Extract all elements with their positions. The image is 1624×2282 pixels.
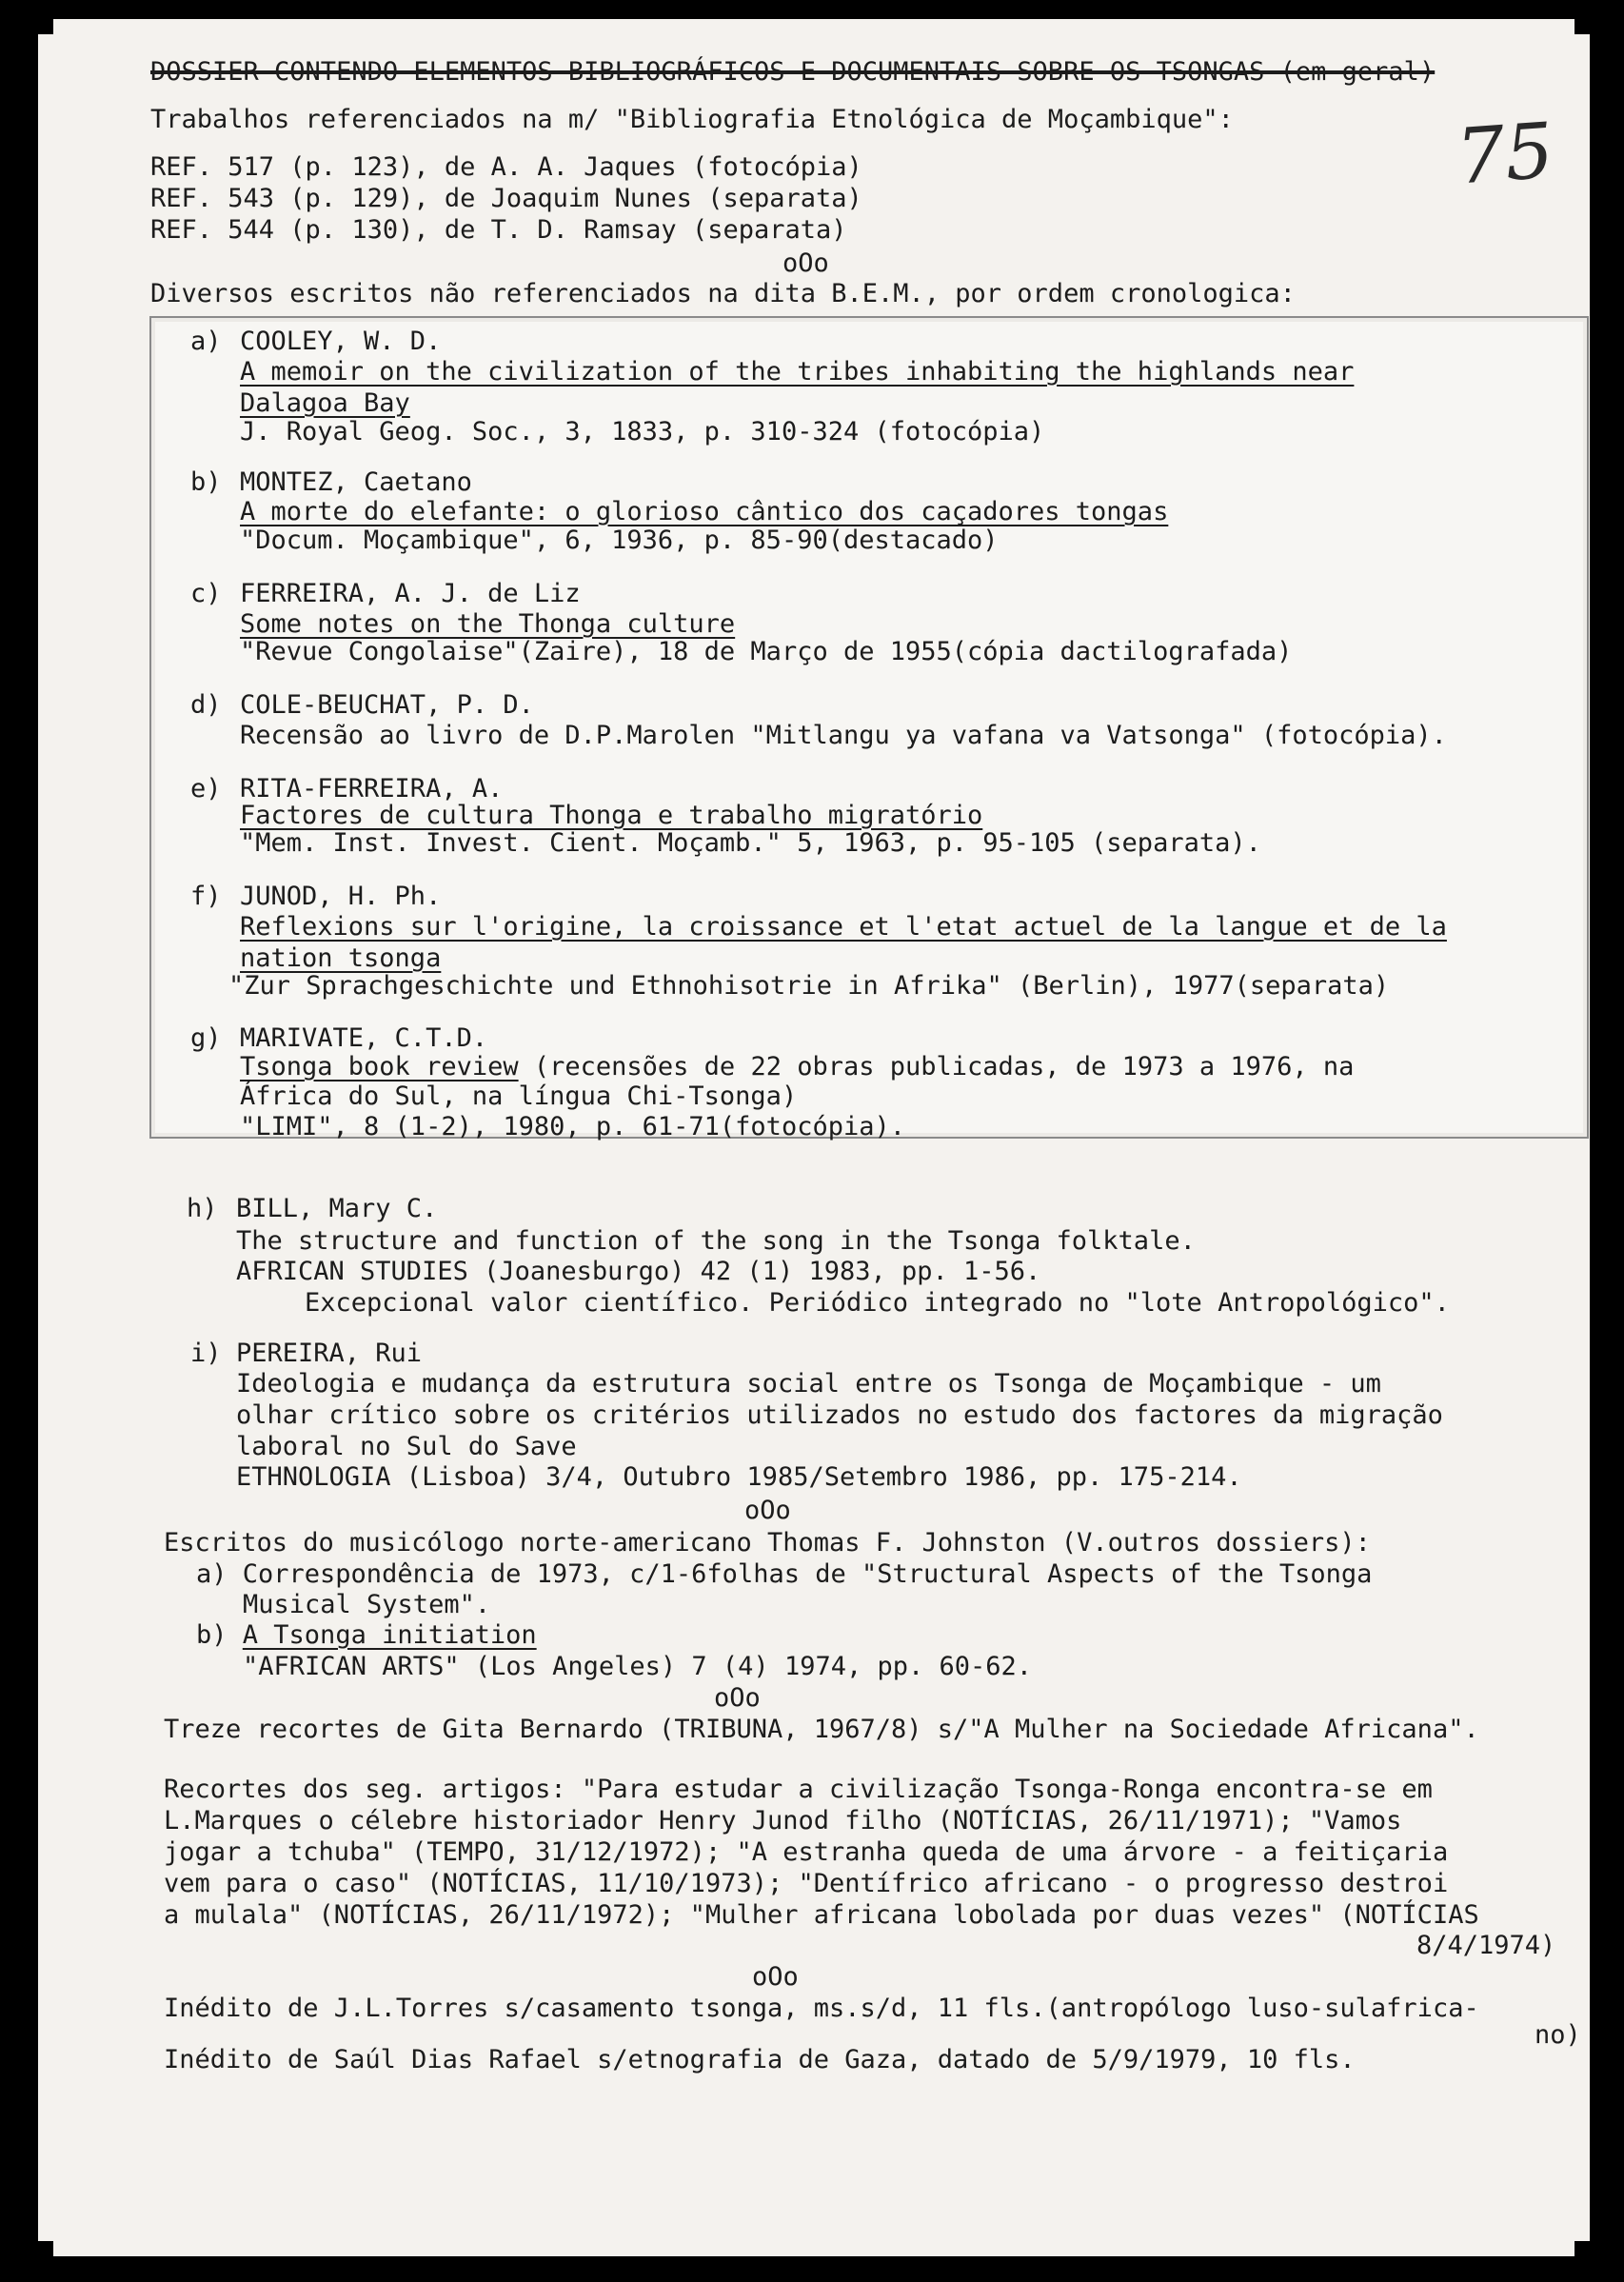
inedito-line: no) [1535, 2020, 1581, 2050]
entry-letter: g) [190, 1023, 222, 1053]
entry-source: "Zur Sprachgeschichte und Ethnohisotrie in Afrika" (Berlin), 1977(separata) [228, 971, 1390, 1001]
entry-letter: f) [190, 882, 222, 911]
entry-title: A memoir on the civilization of the tribes inhabiting the highlands near [240, 357, 1355, 387]
entry-note: Excepcional valor científico. Periódico integrado no "lote Antropológico". [305, 1288, 1450, 1318]
ref-line: REF. 543 (p. 129), de Joaquim Nunes (separata) [150, 184, 862, 213]
entry-source: "LIMI", 8 (1-2), 1980, p. 61-71(fotocópia). [240, 1112, 905, 1141]
entry-note: África do Sul, na língua Chi-Tsonga) [240, 1081, 798, 1111]
entry-author: MONTEZ, Caetano [240, 467, 472, 497]
entry-author: JUNOD, H. Ph. [240, 882, 442, 911]
entry-source: "Mem. Inst. Invest. Cient. Moçamb." 5, 1963, p. 95-105 (separata). [240, 828, 1261, 858]
separator: oOo [782, 248, 829, 278]
johnston-item: Musical System". [243, 1590, 491, 1619]
intro-not-referenced: Diversos escritos não referenciados na dita B.E.M., por ordem cronologica: [150, 279, 1296, 308]
recortes-line: 8/4/1974) [1416, 1931, 1556, 1960]
recortes-line: vem para o caso" (NOTÍCIAS, 11/10/1973); "Dentífrico africano - o progresso destroi [164, 1869, 1449, 1898]
corner-mark [1574, 2241, 1590, 2256]
separator: oOo [744, 1496, 791, 1525]
separator: oOo [714, 1683, 761, 1713]
johnston-item: a) Correspondência de 1973, c/1-6folhas de "Structural Aspects of the Tsonga [196, 1559, 1373, 1589]
entry-author: PEREIRA, Rui [236, 1339, 423, 1368]
entry-title: olhar crítico sobre os critérios utilizados no estudo dos factores da migração [236, 1400, 1443, 1430]
entry-author: COOLEY, W. D. [240, 327, 442, 356]
entry-letter: c) [190, 579, 222, 608]
entry-title: A morte do elefante: o glorioso cântico dos caçadores tongas [240, 497, 1169, 526]
entry-source: ETHNOLOGIA (Lisboa) 3/4, Outubro 1985/Setembro 1986, pp. 175-214. [236, 1462, 1242, 1492]
entry-author: BILL, Mary C. [236, 1194, 438, 1223]
entry-letter: e) [190, 774, 222, 804]
entry-author: FERREIRA, A. J. de Liz [240, 579, 581, 608]
entry-author: RITA-FERREIRA, A. [240, 774, 504, 804]
handwritten-page-number: 75 [1453, 106, 1556, 202]
entry-title: Reflexions sur l'origine, la croissance et l'etat actuel de la langue et de la [240, 912, 1447, 942]
johnston-intro: Escritos do musicólogo norte-americano Thomas F. Johnston (V.outros dossiers): [164, 1528, 1371, 1558]
recortes-line: L.Marques o célebre historiador Henry Junod filho (NOTÍCIAS, 26/11/1971); "Vamos [164, 1806, 1402, 1836]
corner-mark [38, 19, 53, 34]
entry-letter: b) [190, 467, 222, 497]
recortes-line: a mulala" (NOTÍCIAS, 26/11/1972); "Mulher africana lobolada por duas vezes" (NOTÍCIAS [164, 1900, 1479, 1930]
entry-title: A Tsonga initiation [242, 1620, 537, 1650]
inedito-line: Inédito de Saúl Dias Rafael s/etnografia de Gaza, datado de 5/9/1979, 10 fls. [164, 2045, 1356, 2074]
entry-source: "AFRICAN ARTS" (Los Angeles) 7 (4) 1974, pp. 60-62. [243, 1652, 1033, 1681]
johnston-item [196, 1622, 537, 1648]
corner-mark [1574, 19, 1590, 34]
entry-title: Ideologia e mudança da estrutura social entre os Tsonga de Moçambique - um [236, 1369, 1381, 1399]
treze-recortes: Treze recortes de Gita Bernardo (TRIBUNA, 1967/8) s/"A Mulher na Sociedade Africana". [164, 1715, 1479, 1744]
entry-letter: a) [190, 327, 222, 356]
entry-title: Factores de cultura Thonga e trabalho migratório [240, 801, 983, 830]
entry-title: Tsonga book review [240, 1052, 519, 1081]
entry-title: The structure and function of the song in the Tsonga folktale. [236, 1226, 1196, 1256]
entry-author: COLE-BEUCHAT, P. D. [240, 690, 534, 720]
separator: oOo [752, 1962, 799, 1992]
entry-title: Some notes on the Thonga culture [240, 609, 736, 639]
entry-source: AFRICAN STUDIES (Joanesburgo) 42 (1) 1983, pp. 1-56. [236, 1257, 1041, 1286]
entry-source: Recensão ao livro de D.P.Marolen "Mitlangu ya vafana va Vatsonga" (fotocópia). [240, 721, 1447, 750]
entry-letter: d) [190, 690, 222, 720]
inedito-line: Inédito de J.L.Torres s/casamento tsonga, ms.s/d, 11 fls.(antropólogo luso-sulafrica- [164, 1994, 1479, 2023]
entry-source: "Revue Congolaise"(Zaire), 18 de Março de 1955(cópia dactilografada) [240, 637, 1293, 666]
entry-note: (recensões de 22 obras publicadas, de 1973 a 1976, na [518, 1052, 1355, 1081]
entry-title-line [240, 1054, 1354, 1080]
entry-author: MARIVATE, C.T.D. [240, 1023, 488, 1053]
entry-source: J. Royal Geog. Soc., 3, 1833, p. 310-324 (fotocópia) [240, 417, 1045, 446]
entry-title: laboral no Sul do Save [236, 1432, 577, 1461]
page-title: DOSSIER CONTENDO ELEMENTOS BIBLIOGRÁFICOS E DOCUMENTAIS SOBRE OS TSONGAS (em geral) [150, 57, 1436, 87]
entry-letter: i) [190, 1339, 222, 1368]
recortes-line: jogar a tchuba" (TEMPO, 31/12/1972); "A estranha queda de uma árvore - a feitiçaria [164, 1837, 1449, 1867]
recortes-line: Recortes dos seg. artigos: "Para estudar a civilização Tsonga-Ronga encontra-se em [164, 1775, 1433, 1804]
entry-letter: h) [187, 1194, 218, 1223]
entry-source: "Docum. Moçambique", 6, 1936, p. 85-90(destacado) [240, 526, 999, 555]
intro-referenced: Trabalhos referenciados na m/ "Bibliografia Etnológica de Moçambique": [150, 105, 1234, 134]
entry-title: nation tsonga [240, 943, 442, 973]
ref-line: REF. 544 (p. 130), de T. D. Ramsay (separata) [150, 215, 847, 245]
entry-title: Dalagoa Bay [240, 388, 410, 418]
corner-mark [38, 2241, 53, 2256]
ref-line: REF. 517 (p. 123), de A. A. Jaques (fotocópia) [150, 152, 862, 182]
entry-letter: b) [196, 1620, 228, 1650]
